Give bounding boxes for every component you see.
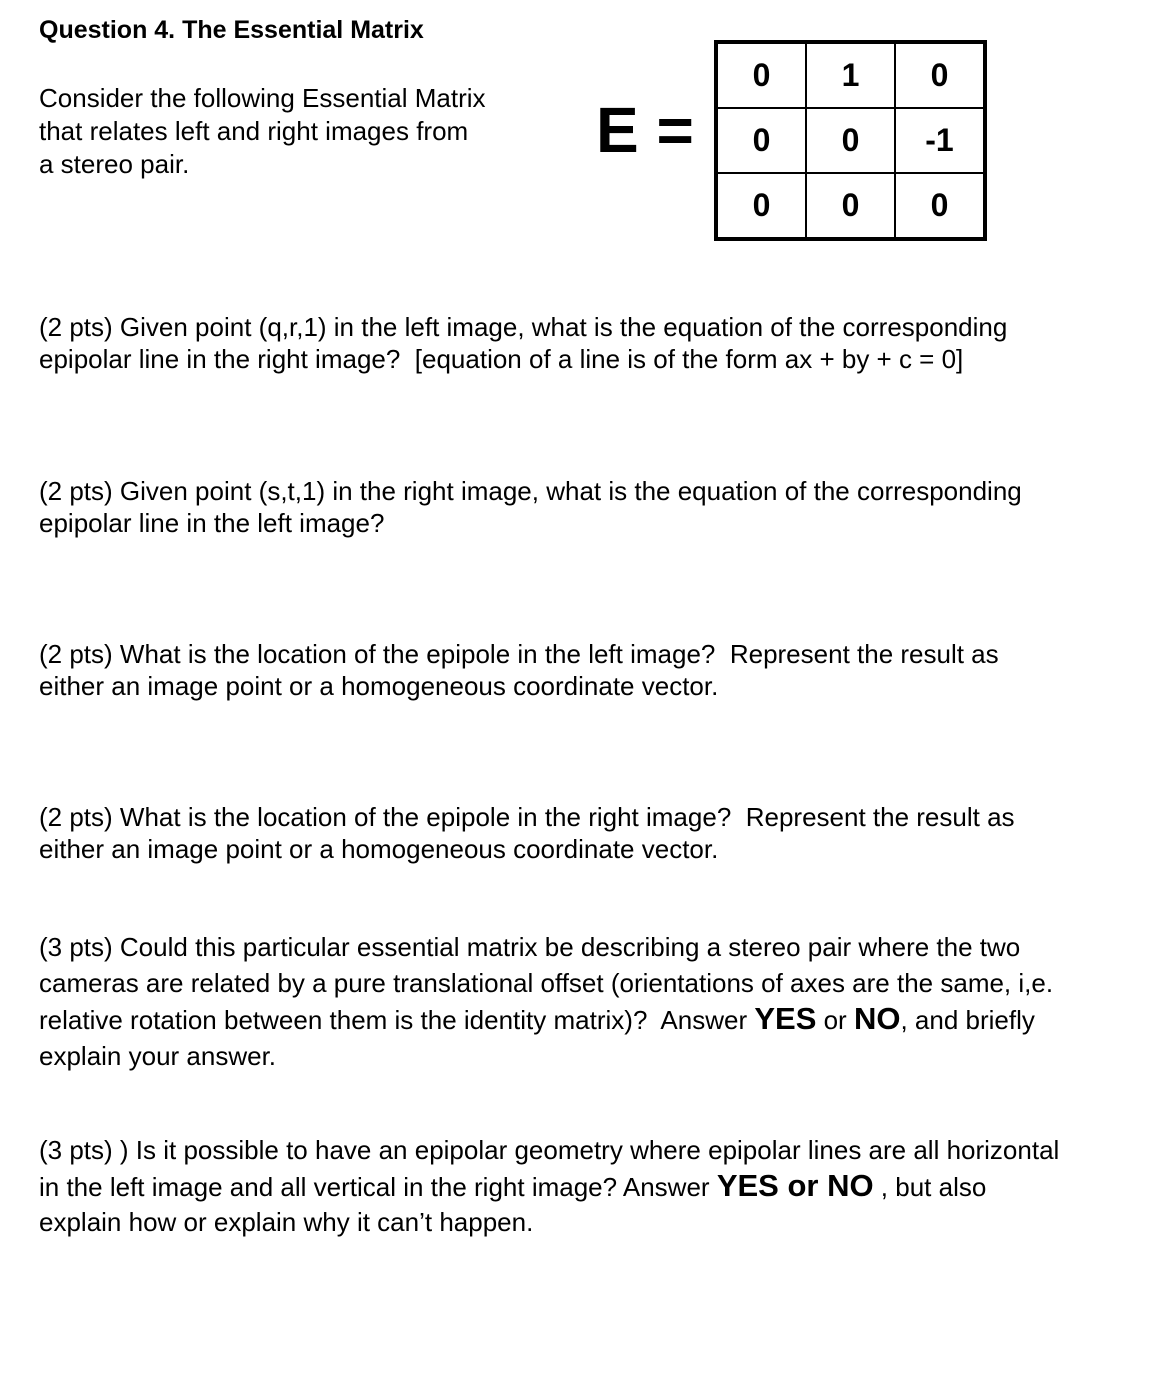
question-line: cameras are related by a pure translational offset (orientations of axes are the same, i,e. (39, 968, 1054, 998)
question-line: epipolar line in the left image? (39, 508, 385, 538)
matrix-cell: 0 (895, 42, 985, 108)
matrix-cell: 0 (716, 108, 806, 173)
question-line: (2 pts) What is the location of the epipole in the left image? Represent the result as (39, 639, 999, 669)
question-line: in the left image and all vertical in the right image? Answer (39, 1172, 717, 1202)
intro-text (39, 82, 486, 181)
question-line: either an image point or a homogeneous coordinate vector. (39, 834, 719, 864)
question-line: relative rotation between them is the identity matrix)? Answer (39, 1005, 755, 1035)
matrix-cell: 0 (716, 173, 806, 239)
question-line: , and briefly (900, 1005, 1035, 1035)
question-line: (3 pts) Could this particular essential matrix be describing a stereo pair where the two (39, 932, 1021, 962)
matrix-label: E = (596, 94, 694, 166)
intro-line: Consider the following Essential Matrix (39, 83, 486, 113)
matrix-cell: 0 (806, 173, 895, 239)
question-line: (2 pts) What is the location of the epipole in the right image? Represent the result as (39, 802, 1015, 832)
matrix-cell: -1 (895, 108, 985, 173)
question-line: epipolar line in the right image? [equation of a line is of the form ax + by + c = 0] (39, 344, 964, 374)
matrix-cell: 0 (716, 42, 806, 108)
question-line: , but also (873, 1172, 987, 1202)
matrix-cell: 0 (895, 173, 985, 239)
question-epipole-left (39, 638, 999, 702)
question-line: (2 pts) Given point (q,r,1) in the left image, what is the equation of the corresponding (39, 312, 1008, 342)
question-epipolar-line-left (39, 475, 1022, 539)
matrix-cell: 0 (806, 108, 895, 173)
question-epipolar-line-right (39, 311, 1007, 375)
question-line: (2 pts) Given point (s,t,1) in the right image, what is the equation of the corresponding (39, 476, 1022, 506)
intro-line: that relates left and right images from (39, 116, 469, 146)
answer-no: NO (853, 1001, 901, 1036)
answer-yes: YES (754, 1001, 817, 1036)
question-line: explain your answer. (39, 1041, 277, 1071)
answer-or: or (816, 1005, 854, 1035)
intro-line: a stereo pair. (39, 149, 190, 179)
question-line: explain how or explain why it can’t happen. (39, 1207, 534, 1237)
question-epipole-right (39, 801, 1015, 865)
question-horizontal-vertical-lines (39, 1133, 1059, 1240)
answer-yes-or-no: YES or NO (716, 1168, 874, 1203)
question-pure-translation (39, 929, 1053, 1074)
matrix-cell: 1 (806, 42, 895, 108)
question-line: either an image point or a homogeneous coordinate vector. (39, 671, 719, 701)
essential-matrix (714, 40, 987, 241)
question-line: (3 pts) ) Is it possible to have an epipolar geometry where epipolar lines are all horizontal (39, 1135, 1060, 1165)
question-title: Question 4. The Essential Matrix (39, 16, 424, 44)
